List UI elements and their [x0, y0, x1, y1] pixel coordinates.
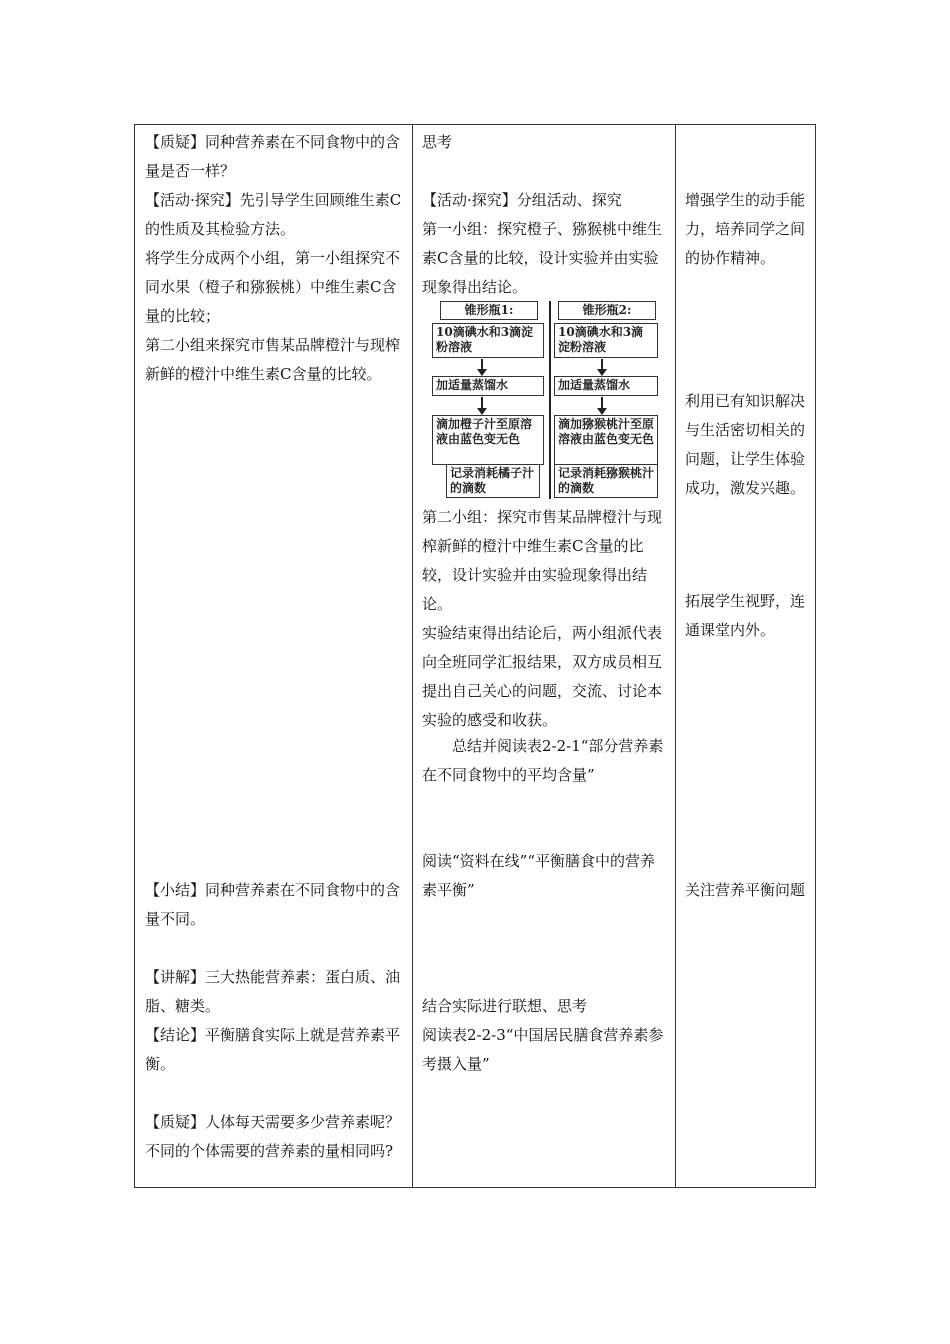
grouping-text: 将学生分成两个小组，第一小组探究不同水果（橙子和猕猴桃）中维生素C含量的比较；	[145, 249, 401, 325]
explanation-text: 【讲解】三大热能营养素：蛋白质、油脂、糖类。	[145, 968, 401, 1015]
flask1-title: 锥形瓶1:	[440, 301, 538, 320]
flask1-step2: 加适量蒸馏水	[432, 376, 544, 396]
group2-task-text: 第二小组：探究市售某品牌橙汁与现榨新鲜的橙汁中维生素C含量的比较，设计实验并由实验现象得出结论。	[422, 508, 663, 613]
read-table2-text: 阅读表2-2-3“中国居民膳食营养素参考摄入量”	[422, 1026, 664, 1073]
flask2-step4: 记录消耗猕猴桃汁的滴数	[554, 464, 658, 498]
flask2-step1: 10滴碘水和3滴淀粉溶液	[554, 323, 658, 358]
flask2-step2: 加适量蒸馏水	[554, 376, 658, 396]
think-text: 思考	[422, 133, 453, 151]
student-activity-column	[412, 125, 675, 1187]
associate-text: 结合实际进行联想、思考	[422, 997, 588, 1015]
student-activity-text: 【活动·探究】分组活动、探究	[422, 191, 622, 209]
flask2-title: 锥形瓶2:	[558, 301, 656, 320]
activity-text: 【活动·探究】先引导学生回顾维生素C的性质及其检验方法。	[145, 191, 402, 238]
teacher-activity-column	[135, 125, 412, 1187]
summary-text: 【小结】同种营养素在不同食物中的含量不同。	[145, 881, 401, 928]
intent-horizon: 拓展学生视野，连通课堂内外。	[685, 592, 806, 639]
flask2-step3: 滴加猕猴桃汁至原溶液由蓝色变无色	[554, 415, 658, 465]
intent-cooperation: 增强学生的动手能力，培养同学之间的协作精神。	[685, 191, 806, 267]
group1-task-text: 第一小组：探究橙子、猕猴桃中维生素C含量的比较，设计实验并由实验现象得出结论。	[422, 220, 663, 296]
question-text: 【质疑】同种营养素在不同食物中的含量是否一样？	[145, 133, 401, 180]
intent-balance: 关注营养平衡问题	[685, 881, 806, 899]
lesson-table	[134, 124, 816, 1188]
report-text: 实验结束得出结论后，两小组派代表向全班同学汇报结果，双方成员相互提出自己关心的问题，交流、讨论本实验的感受和收获。	[422, 624, 663, 729]
design-intent-column	[675, 125, 817, 1187]
experiment-flowchart	[432, 301, 658, 499]
read-table-text: 总结并阅读表2-2-1“部分营养素在不同食物中的平均含量”	[422, 737, 664, 784]
flowchart-divider	[549, 301, 551, 499]
read-material-text: 阅读“资料在线”“平衡膳食中的营养素平衡”	[422, 852, 656, 899]
conclusion-text: 【结论】平衡膳食实际上就是营养素平衡。	[145, 1026, 401, 1073]
flask1-step4: 记录消耗橘子汁的滴数	[446, 464, 540, 498]
flask1-step3: 滴加橙子汁至原溶液由蓝色变无色	[432, 415, 544, 465]
flask1-step1: 10滴碘水和3滴淀粉溶液	[432, 323, 544, 358]
group2-text: 第二小组来探究市售某品牌橙汁与现榨新鲜的橙汁中维生素C含量的比较。	[145, 336, 401, 383]
question2-text: 【质疑】人体每天需要多少营养素呢？不同的个体需要的营养素的量相同吗?	[145, 1113, 401, 1160]
intent-interest: 利用已有知识解决与生活密切相关的问题，让学生体验成功，激发兴趣。	[685, 392, 806, 497]
